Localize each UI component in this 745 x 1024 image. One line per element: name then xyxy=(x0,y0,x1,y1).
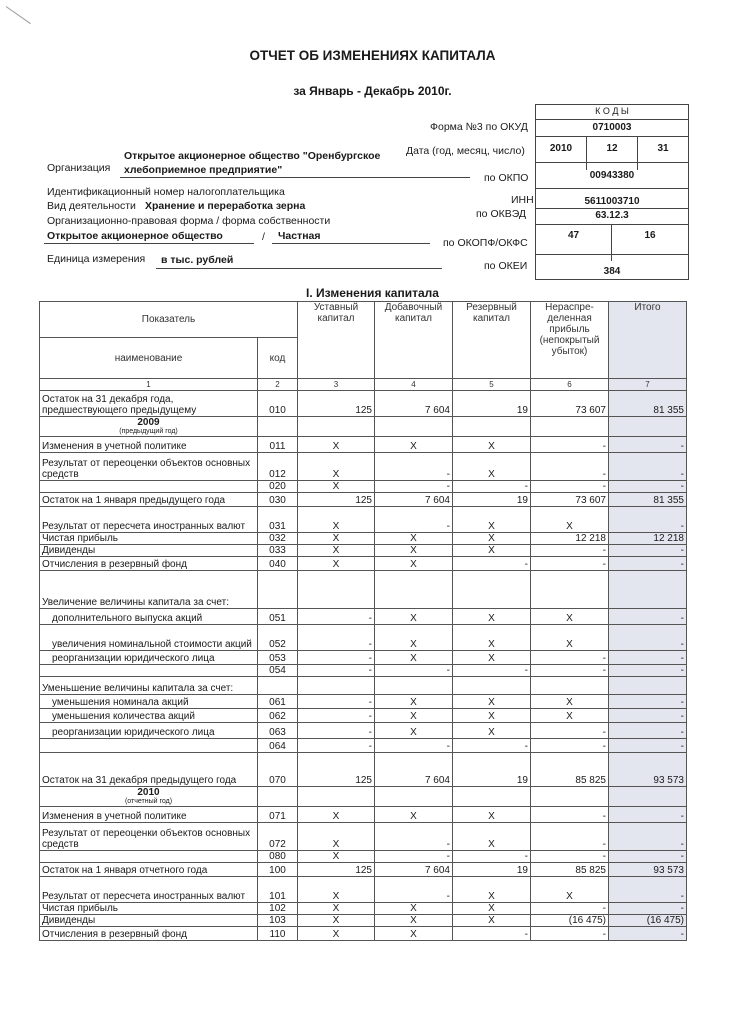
header-reserve: Резервный капитал xyxy=(453,302,531,379)
value-c3: - xyxy=(298,695,375,709)
table-row xyxy=(40,557,687,571)
value-c3: - xyxy=(298,609,375,625)
value-c5: X xyxy=(453,437,531,453)
inn-code-label: ИНН xyxy=(511,194,534,206)
org-name-line2: хлебоприемное предприятие" xyxy=(124,164,283,176)
value-c6: - xyxy=(531,453,609,481)
value-c4: X xyxy=(375,651,453,665)
colnum-6: 6 xyxy=(531,379,609,391)
table-row xyxy=(40,493,687,507)
okpo-value: 00943380 xyxy=(536,162,688,197)
value-c3: X xyxy=(298,557,375,571)
value-c3: - xyxy=(298,625,375,651)
row-code: 072 xyxy=(258,823,298,851)
value-c3: X xyxy=(298,851,375,863)
row-code: 064 xyxy=(258,739,298,753)
value-c5: - xyxy=(453,481,531,493)
table-row xyxy=(40,709,687,723)
value-c4 xyxy=(375,677,453,695)
row-name: Результат от пересчета иностранных валют xyxy=(40,877,258,903)
value-c5: - xyxy=(453,557,531,571)
row-name: Результат от переоценки объектов основных средств xyxy=(40,823,258,851)
value-c7 xyxy=(609,677,687,695)
value-c7: 81 355 xyxy=(609,493,687,507)
value-c7: - xyxy=(609,625,687,651)
year-sublabel: (отчетный год) xyxy=(124,798,173,805)
table-row xyxy=(40,863,687,877)
row-code: 062 xyxy=(258,709,298,723)
colnum-1: 1 xyxy=(40,379,258,391)
okfs-value: 16 xyxy=(612,224,688,261)
row-code: 101 xyxy=(258,877,298,903)
value-c4: 7 604 xyxy=(375,753,453,787)
value-c3: X xyxy=(298,545,375,557)
header-total: Итого xyxy=(609,302,687,379)
row-name: Остаток на 31 декабря предыдущего года xyxy=(40,753,258,787)
value-c7: 93 573 xyxy=(609,753,687,787)
table-row xyxy=(40,481,687,493)
table-row xyxy=(40,545,687,557)
value-c6: - xyxy=(531,739,609,753)
row-code xyxy=(258,571,298,609)
row-code: 102 xyxy=(258,903,298,915)
value-c3: X xyxy=(298,437,375,453)
legal-form-value: Открытое акционерное общество xyxy=(47,230,223,242)
value-c6: X xyxy=(531,877,609,903)
row-code: 030 xyxy=(258,493,298,507)
unit-label: Единица измерения xyxy=(47,253,146,265)
value-c5 xyxy=(453,571,531,609)
value-cell xyxy=(453,787,531,807)
value-c3: X xyxy=(298,807,375,823)
value-c3: 125 xyxy=(298,863,375,877)
colnum-4: 4 xyxy=(375,379,453,391)
header-additional: Добавочный капитал xyxy=(375,302,453,379)
value-cell xyxy=(609,417,687,437)
row-name: Отчисления в резервный фонд xyxy=(40,927,258,941)
value-c4: - xyxy=(375,877,453,903)
value-c5: - xyxy=(453,739,531,753)
legal-form-label: Организационно-правовая форма / форма собственности xyxy=(47,215,331,227)
value-c6: - xyxy=(531,807,609,823)
row-code: 040 xyxy=(258,557,298,571)
value-c6: 73 607 xyxy=(531,391,609,417)
value-c7: 93 573 xyxy=(609,863,687,877)
value-c7: - xyxy=(609,507,687,533)
value-c7: - xyxy=(609,927,687,941)
value-c3: X xyxy=(298,453,375,481)
section-title: I. Изменения капитала xyxy=(306,286,439,300)
row-code: 033 xyxy=(258,545,298,557)
value-c4: X xyxy=(375,609,453,625)
okud-label: Форма №3 по ОКУД xyxy=(430,121,528,133)
row-name: дополнительного выпуска акций xyxy=(40,609,258,625)
unit-value: в тыс. рублей xyxy=(161,254,234,266)
table-row xyxy=(40,851,687,863)
value-c6: - xyxy=(531,651,609,665)
year-sublabel: (предыдущий год) xyxy=(119,428,178,435)
row-code: 061 xyxy=(258,695,298,709)
value-c6: 73 607 xyxy=(531,493,609,507)
ownership-value: Частная xyxy=(278,230,321,242)
value-c5: X xyxy=(453,877,531,903)
value-c4: 7 604 xyxy=(375,863,453,877)
date-month: 12 xyxy=(587,136,638,170)
row-name: Уменьшение величины капитала за счет: xyxy=(40,677,258,695)
value-c6: - xyxy=(531,481,609,493)
table-row xyxy=(40,723,687,739)
table-row xyxy=(40,437,687,453)
value-c7: - xyxy=(609,851,687,863)
inn-label: Идентификационный номер налогоплательщика xyxy=(47,186,285,198)
value-c4: X xyxy=(375,723,453,739)
value-c4: - xyxy=(375,739,453,753)
okei-value: 384 xyxy=(536,254,688,291)
value-c5: X xyxy=(453,625,531,651)
value-c7: - xyxy=(609,481,687,493)
value-c5: 19 xyxy=(453,493,531,507)
value-c4: X xyxy=(375,903,453,915)
row-code: 054 xyxy=(258,665,298,677)
okopf-label: по ОКОПФ/ОКФС xyxy=(443,237,528,249)
row-name xyxy=(40,481,258,493)
row-code: 110 xyxy=(258,927,298,941)
value-c4: X xyxy=(375,557,453,571)
value-cell xyxy=(375,417,453,437)
value-c7: - xyxy=(609,557,687,571)
value-c6: X xyxy=(531,709,609,723)
value-c4: - xyxy=(375,507,453,533)
code-cell xyxy=(258,787,298,807)
legal-form-underline xyxy=(44,243,254,244)
okei-label: по ОКЕИ xyxy=(484,260,528,272)
header-charter: Уставный капитал xyxy=(298,302,375,379)
value-c6: - xyxy=(531,723,609,739)
row-name: Изменения в учетной политике xyxy=(40,437,258,453)
table-row xyxy=(40,651,687,665)
report-period: за Январь - Декабрь 2010г. xyxy=(293,84,452,98)
value-c7: 12 218 xyxy=(609,533,687,545)
date-year: 2010 xyxy=(536,136,587,170)
colnum-5: 5 xyxy=(453,379,531,391)
table-row xyxy=(40,807,687,823)
value-c6 xyxy=(531,571,609,609)
year-label: 2010 xyxy=(137,787,160,798)
row-name xyxy=(40,851,258,863)
value-cell xyxy=(298,787,375,807)
value-c5: X xyxy=(453,695,531,709)
row-name: Изменения в учетной политике xyxy=(40,807,258,823)
value-c3: X xyxy=(298,507,375,533)
row-code: 011 xyxy=(258,437,298,453)
value-c4: X xyxy=(375,533,453,545)
value-c7: - xyxy=(609,437,687,453)
value-c6: - xyxy=(531,927,609,941)
value-c3: X xyxy=(298,927,375,941)
table-row xyxy=(40,787,687,807)
value-c6: X xyxy=(531,609,609,625)
value-c7: - xyxy=(609,723,687,739)
value-cell xyxy=(453,417,531,437)
value-c6: - xyxy=(531,557,609,571)
scan-corner-mark xyxy=(6,6,31,24)
row-code: 070 xyxy=(258,753,298,787)
activity-value: Хранение и переработка зерна xyxy=(145,200,306,212)
value-c7 xyxy=(609,571,687,609)
value-cell xyxy=(375,787,453,807)
form-separator: / xyxy=(262,231,265,243)
okud-value: 0710003 xyxy=(536,119,688,137)
value-c3 xyxy=(298,571,375,609)
date-day: 31 xyxy=(638,136,688,170)
row-code: 051 xyxy=(258,609,298,625)
value-c5: - xyxy=(453,927,531,941)
year-label: 2009 xyxy=(137,417,160,428)
row-code: 080 xyxy=(258,851,298,863)
okved-label: по ОКВЭД xyxy=(476,208,527,220)
value-c5: 19 xyxy=(453,391,531,417)
row-code: 100 xyxy=(258,863,298,877)
value-c3: - xyxy=(298,723,375,739)
inn-value: 5611003710 xyxy=(536,188,688,215)
value-c4 xyxy=(375,571,453,609)
date-label: Дата (год, месяц, число) xyxy=(406,145,525,157)
value-c5: X xyxy=(453,709,531,723)
table-row xyxy=(40,927,687,941)
table-row xyxy=(40,753,687,787)
value-c7: - xyxy=(609,877,687,903)
value-c6: X xyxy=(531,625,609,651)
value-c5: X xyxy=(453,823,531,851)
row-code: 052 xyxy=(258,625,298,651)
value-c4: X xyxy=(375,709,453,723)
value-c6: - xyxy=(531,665,609,677)
report-title: ОТЧЕТ ОБ ИЗМЕНЕНИЯХ КАПИТАЛА xyxy=(249,48,496,63)
org-label: Организация xyxy=(47,162,111,174)
value-c3: X xyxy=(298,903,375,915)
row-name xyxy=(40,665,258,677)
row-name: увеличения номинальной стоимости акций xyxy=(40,625,258,651)
value-c6: 85 825 xyxy=(531,753,609,787)
value-c4: X xyxy=(375,437,453,453)
value-c4: X xyxy=(375,807,453,823)
row-name: Остаток на 1 января отчетного года xyxy=(40,863,258,877)
value-c7: - xyxy=(609,709,687,723)
value-c3: - xyxy=(298,739,375,753)
row-code: 032 xyxy=(258,533,298,545)
table-row xyxy=(40,507,687,533)
value-c4: 7 604 xyxy=(375,391,453,417)
value-cell xyxy=(531,417,609,437)
value-c6: X xyxy=(531,695,609,709)
value-c5: X xyxy=(453,903,531,915)
value-c7: (16 475) xyxy=(609,915,687,927)
value-c4: - xyxy=(375,851,453,863)
table-row xyxy=(40,695,687,709)
value-c6: X xyxy=(531,507,609,533)
value-c7: - xyxy=(609,739,687,753)
row-name: уменьшения количества акций xyxy=(40,709,258,723)
value-c3: X xyxy=(298,533,375,545)
value-c5: X xyxy=(453,807,531,823)
table-row xyxy=(40,677,687,695)
okpo-label: по ОКПО xyxy=(484,172,529,184)
row-name: Дивиденды xyxy=(40,915,258,927)
capital-changes-table xyxy=(39,301,687,941)
colnum-3: 3 xyxy=(298,379,375,391)
colnum-2: 2 xyxy=(258,379,298,391)
table-row xyxy=(40,453,687,481)
row-name: Дивиденды xyxy=(40,545,258,557)
value-c4: X xyxy=(375,915,453,927)
row-code: 020 xyxy=(258,481,298,493)
org-name-line1: Открытое акционерное общество "Оренбургское xyxy=(124,150,381,162)
row-code: 010 xyxy=(258,391,298,417)
value-c3: 125 xyxy=(298,391,375,417)
value-c7: - xyxy=(609,903,687,915)
value-c4: X xyxy=(375,927,453,941)
activity-label: Вид деятельности xyxy=(47,200,136,212)
value-c7: - xyxy=(609,545,687,557)
ownership-underline xyxy=(272,243,430,244)
row-code: 063 xyxy=(258,723,298,739)
row-name: Остаток на 31 декабря года, предшествующего предыдущему xyxy=(40,391,258,417)
table-row xyxy=(40,739,687,753)
table-row xyxy=(40,877,687,903)
value-c6: (16 475) xyxy=(531,915,609,927)
value-c5: - xyxy=(453,851,531,863)
table-row xyxy=(40,823,687,851)
value-c5: X xyxy=(453,533,531,545)
value-c4: X xyxy=(375,545,453,557)
value-c3: X xyxy=(298,823,375,851)
row-code: 071 xyxy=(258,807,298,823)
year-cell xyxy=(40,787,258,807)
table-row xyxy=(40,665,687,677)
table-row xyxy=(40,571,687,609)
row-name: Остаток на 1 января предыдущего года xyxy=(40,493,258,507)
value-c6: - xyxy=(531,823,609,851)
row-name: реорганизации юридического лица xyxy=(40,723,258,739)
value-c6: - xyxy=(531,903,609,915)
value-c3: - xyxy=(298,651,375,665)
value-c3: - xyxy=(298,665,375,677)
okopf-value: 47 xyxy=(536,224,612,261)
value-c5: X xyxy=(453,915,531,927)
row-name: Результат от переоценки объектов основных средств xyxy=(40,453,258,481)
value-c4: - xyxy=(375,823,453,851)
table-row xyxy=(40,391,687,417)
value-c5: X xyxy=(453,453,531,481)
value-cell xyxy=(531,787,609,807)
value-c5 xyxy=(453,677,531,695)
row-code: 103 xyxy=(258,915,298,927)
value-c7: - xyxy=(609,453,687,481)
value-c7: - xyxy=(609,823,687,851)
table-row xyxy=(40,915,687,927)
value-c3: 125 xyxy=(298,753,375,787)
row-name: Увеличение величины капитала за счет: xyxy=(40,571,258,609)
value-c5: 19 xyxy=(453,753,531,787)
table-row xyxy=(40,609,687,625)
value-c4: - xyxy=(375,481,453,493)
row-name xyxy=(40,739,258,753)
value-c7: - xyxy=(609,665,687,677)
row-name: уменьшения номинала акций xyxy=(40,695,258,709)
row-code xyxy=(258,677,298,695)
row-name: Отчисления в резервный фонд xyxy=(40,557,258,571)
codes-box xyxy=(535,104,689,280)
table-row xyxy=(40,625,687,651)
value-c3: X xyxy=(298,481,375,493)
row-name: реорганизации юридического лица xyxy=(40,651,258,665)
row-code: 012 xyxy=(258,453,298,481)
table-row xyxy=(40,533,687,545)
colnum-7: 7 xyxy=(609,379,687,391)
value-cell xyxy=(298,417,375,437)
table-row xyxy=(40,903,687,915)
value-c7: - xyxy=(609,807,687,823)
unit-underline xyxy=(156,268,442,269)
value-c7: - xyxy=(609,651,687,665)
header-indicator: Показатель xyxy=(40,302,298,338)
value-c5: X xyxy=(453,723,531,739)
code-cell xyxy=(258,417,298,437)
row-name: Результат от пересчета иностранных валют xyxy=(40,507,258,533)
value-c4: 7 604 xyxy=(375,493,453,507)
header-name: наименование xyxy=(40,338,258,379)
value-c3 xyxy=(298,677,375,695)
value-c7: 81 355 xyxy=(609,391,687,417)
value-c6: - xyxy=(531,545,609,557)
year-cell xyxy=(40,417,258,437)
value-c3: X xyxy=(298,915,375,927)
row-code: 053 xyxy=(258,651,298,665)
value-c7: - xyxy=(609,695,687,709)
value-c4: - xyxy=(375,665,453,677)
codes-header: К О Д Ы xyxy=(595,106,629,116)
table-row xyxy=(40,417,687,437)
value-c5: 19 xyxy=(453,863,531,877)
value-c5: X xyxy=(453,609,531,625)
value-c6: - xyxy=(531,437,609,453)
okved-value: 63.12.3 xyxy=(536,208,688,225)
value-c3: - xyxy=(298,709,375,723)
value-c5: - xyxy=(453,665,531,677)
row-name: Чистая прибыль xyxy=(40,903,258,915)
value-c6: 12 218 xyxy=(531,533,609,545)
value-c6 xyxy=(531,677,609,695)
value-cell xyxy=(609,787,687,807)
value-c6: - xyxy=(531,851,609,863)
header-code: код xyxy=(258,338,298,379)
value-c7: - xyxy=(609,609,687,625)
row-code: 031 xyxy=(258,507,298,533)
row-name: Чистая прибыль xyxy=(40,533,258,545)
value-c6: 85 825 xyxy=(531,863,609,877)
org-underline xyxy=(120,177,470,178)
value-c4: X xyxy=(375,695,453,709)
value-c3: X xyxy=(298,877,375,903)
value-c5: X xyxy=(453,651,531,665)
value-c5: X xyxy=(453,507,531,533)
header-retained: Нераспре- деленная прибыль (непокрытый убыток) xyxy=(531,302,609,379)
value-c4: X xyxy=(375,625,453,651)
value-c3: 125 xyxy=(298,493,375,507)
value-c5: X xyxy=(453,545,531,557)
value-c4: - xyxy=(375,453,453,481)
